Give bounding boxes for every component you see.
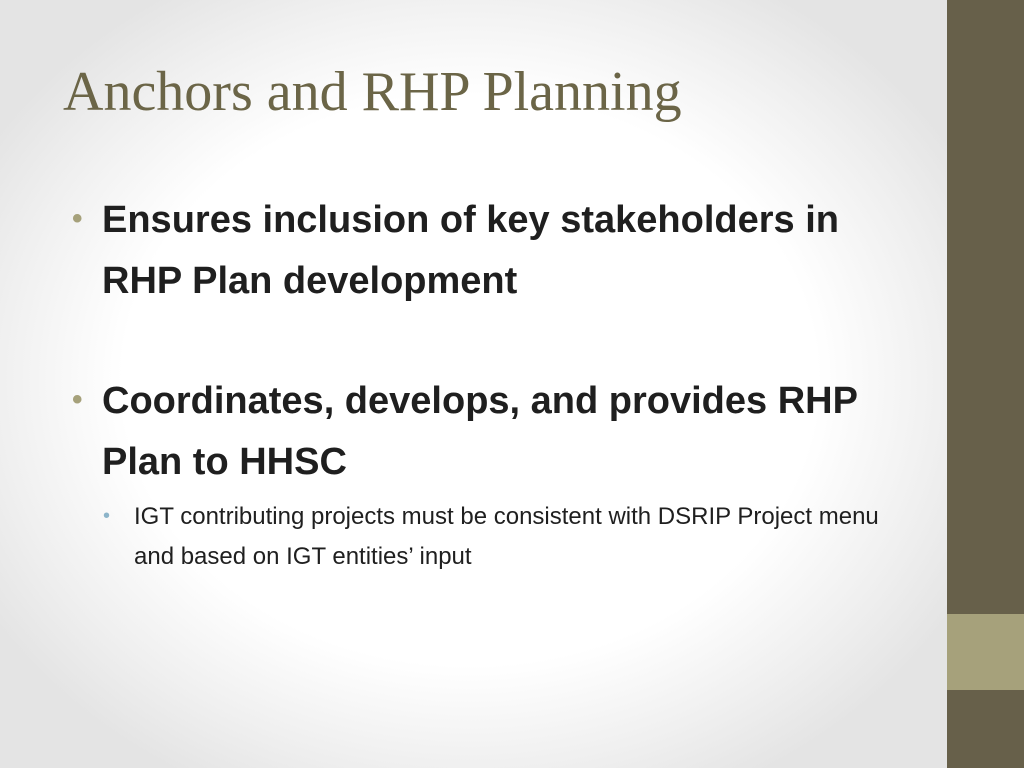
slide-title: Anchors and RHP Planning <box>63 61 682 123</box>
sub-bullet-item <box>103 497 922 577</box>
bullet-item <box>72 371 922 493</box>
bullet-text: Coordinates, develops, and provides RHP Plan to HHSC <box>102 380 858 483</box>
bullet-icon: • <box>72 383 83 416</box>
bullet-text: Ensures inclusion of key stakeholders in RHP Plan development <box>102 199 840 302</box>
bullet-item <box>72 190 922 312</box>
sub-bullet-icon: • <box>103 505 111 527</box>
sub-bullet-list <box>72 497 922 577</box>
bullet-list <box>72 190 922 577</box>
bullet-icon: • <box>72 202 83 235</box>
sub-bullet-text: IGT contributing projects must be consistent with DSRIP Project menu and based on IGT entities’ input <box>134 503 879 570</box>
side-decorative-accent-block <box>947 614 1024 690</box>
